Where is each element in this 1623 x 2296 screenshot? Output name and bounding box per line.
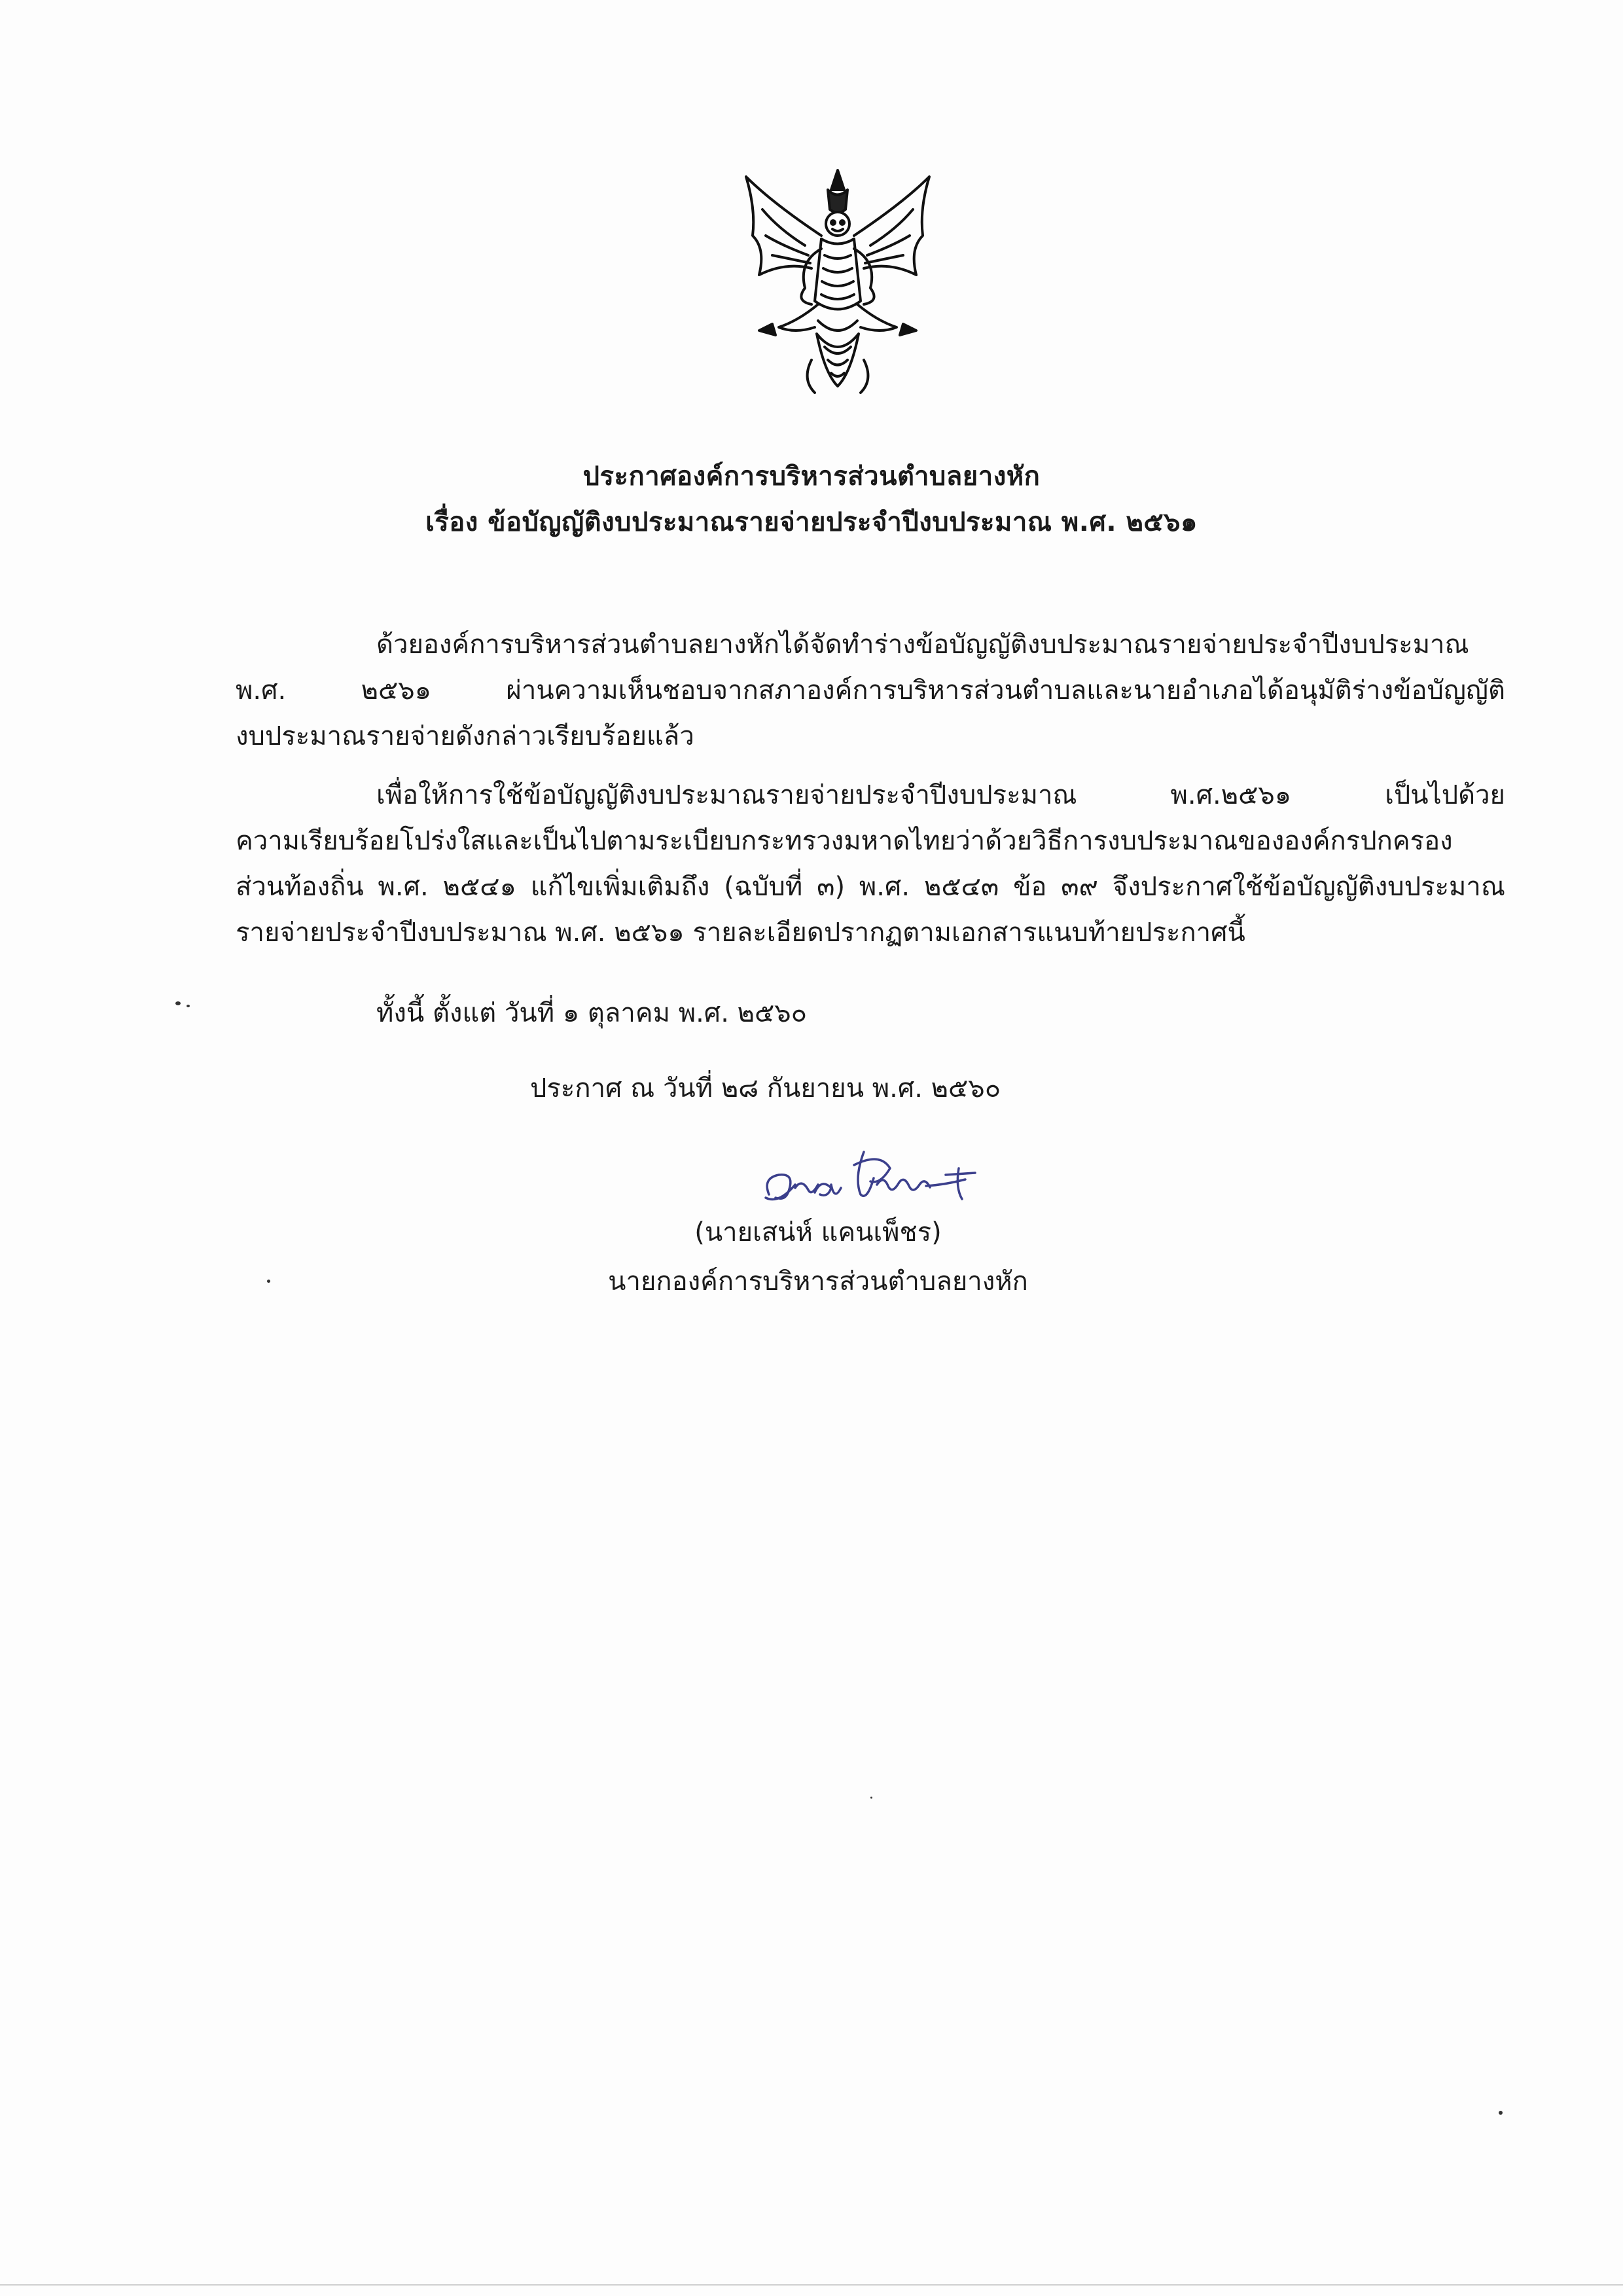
- scan-speck: [187, 1005, 190, 1007]
- scan-speck: [175, 1001, 181, 1005]
- scan-speck: [267, 1280, 270, 1283]
- paragraph-line: พ.ศ. ๒๕๖๑ ผ่านความเห็นชอบจากสภาองค์การบริหารส่วนตำบลและนายอำเภอได้อนุมัติร่างข้อบัญญัติ: [236, 675, 1505, 706]
- body-paragraph-2: [236, 772, 1505, 956]
- scan-speck: [870, 1797, 872, 1799]
- scan-edge-line: [0, 2284, 1623, 2286]
- signer-name: (นายเสน่ห์ แคนเพ็ชร): [694, 1217, 942, 1247]
- paragraph-line: ด้วยองค์การบริหารส่วนตำบลยางหักได้จัดทำร่างข้อบัญญัติงบประมาณรายจ่ายประจำปีงบประมาณ: [376, 630, 1469, 660]
- paragraph-line: งบประมาณรายจ่ายดังกล่าวเรียบร้อยแล้ว: [236, 721, 694, 751]
- paragraph-line: เพื่อให้การใช้ข้อบัญญัติงบประมาณรายจ่ายประจำปีงบประมาณ พ.ศ.๒๕๖๑ เป็นไปด้วย: [376, 780, 1505, 810]
- announcement-subject: เรื่อง ข้อบัญญัติงบประมาณรายจ่ายประจำปีงบประมาณ พ.ศ. ๒๕๖๑: [425, 507, 1198, 537]
- handwritten-signature: [749, 1139, 998, 1217]
- garuda-emblem: [733, 164, 942, 406]
- announcement-date: ประกาศ ณ วันที่ ๒๘ กันยายน พ.ศ. ๒๕๖๐: [530, 1073, 1001, 1103]
- paragraph-line: รายจ่ายประจำปีงบประมาณ พ.ศ. ๒๕๖๑ รายละเอียดปรากฏตามเอกสารแนบท้ายประกาศนี้: [236, 918, 1245, 948]
- scan-speck: [1499, 2111, 1503, 2115]
- paragraph-line: ส่วนท้องถิ่น พ.ศ. ๒๕๔๑ แก้ไขเพิ่มเติมถึง (ฉบับที่ ๓) พ.ศ. ๒๕๔๓ ข้อ ๓๙ จึงประกาศใช้ข้อบัญญัติงบประมาณ: [236, 872, 1505, 902]
- paragraph-line: ความเรียบร้อยโปร่งใสและเป็นไปตามระเบียบกระทรวงมหาดไทยว่าด้วยวิธีการงบประมาณขององค์กรปกครอง: [236, 826, 1453, 856]
- effective-date: ทั้งนี้ ตั้งแต่ วันที่ ๑ ตุลาคม พ.ศ. ๒๕๖๐: [376, 998, 808, 1028]
- announcement-title: ประกาศองค์การบริหารส่วนตำบลยางหัก: [582, 461, 1041, 492]
- body-paragraph-1: [236, 622, 1505, 759]
- signer-position: นายกองค์การบริหารส่วนตำบลยางหัก: [608, 1266, 1028, 1297]
